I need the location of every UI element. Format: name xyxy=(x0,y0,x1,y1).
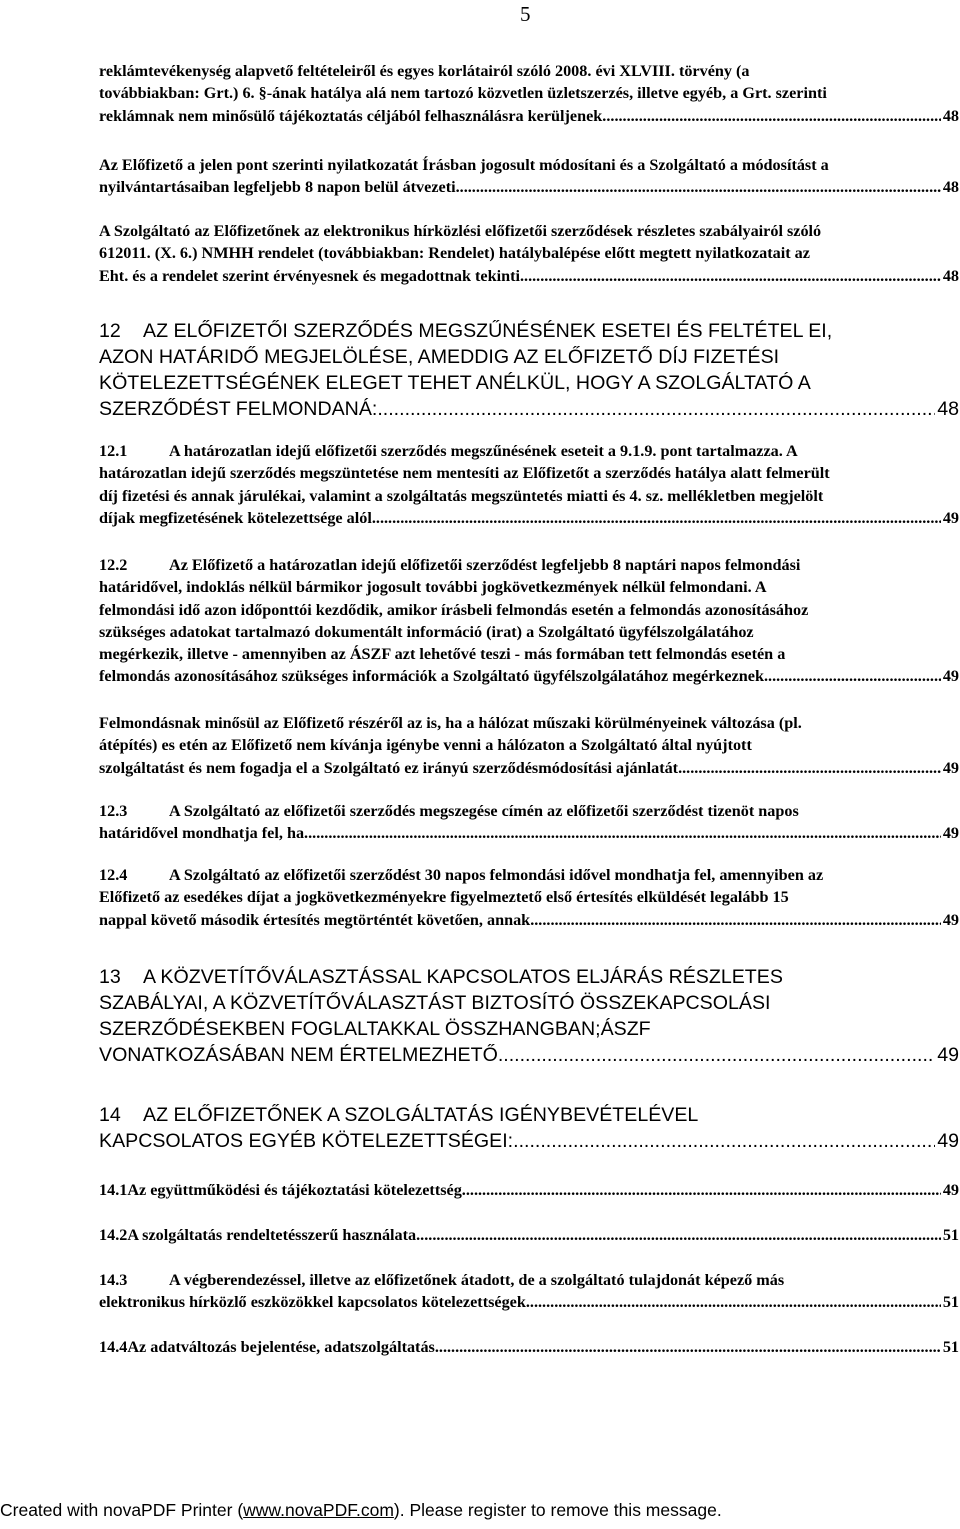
toc-page-number: 48 xyxy=(942,106,959,125)
toc-entry-text: reklámtevékenység alapvető feltételeiről és egyes korlátairól szóló 2008. évi XLVIII. törvény (a xyxy=(99,62,750,80)
leader-dots xyxy=(606,105,940,127)
toc-entry-text: A határozatlan idejű előfizetői szerződés megszűnésének eseteit a 9.1.9. pont tartalmazza. A xyxy=(169,442,798,460)
toc-page-number: 49 xyxy=(937,1130,959,1152)
toc-entry-text: Előfizető az esedékes díjat a jogkövetkezményekre figyelmeztető első értesítés elküldését legalább 15 xyxy=(99,888,789,907)
toc-heading-14[interactable] xyxy=(99,1102,959,1154)
toc-entry-text: Az együttműködési és tájékoztatási kötelezettség xyxy=(127,1181,462,1199)
toc-entry[interactable] xyxy=(99,554,959,688)
toc-entry-text: A végberendezéssel, illetve az előfizetőnek átadott, de a szolgáltató tulajdonát képező más xyxy=(169,1271,785,1289)
footer-suffix: ). Please register to remove this message. xyxy=(393,1500,722,1520)
toc-entry[interactable] xyxy=(99,440,959,529)
toc-entry-text: határidővel mondhatja fel, ha. xyxy=(99,824,309,843)
toc-entry-text: határidővel, indoklás nélkül bármikor jogosult további jogkövetkezmények nélkül felmondani. A xyxy=(99,578,767,597)
toc-entry-text: felmondás azonosításához szükséges információk a Szolgáltató ügyfélszolgálatához megérkeznek. xyxy=(99,667,769,686)
leader-dots xyxy=(526,1291,941,1313)
toc-entry[interactable] xyxy=(99,60,959,127)
toc-heading-text: KAPCSOLATOS EGYÉB KÖTELEZETTSÉGEI: xyxy=(99,1130,514,1152)
leader-dots xyxy=(460,176,941,198)
toc-entry-text: A szolgáltatás rendeltetésszerű használata xyxy=(127,1226,417,1244)
toc-entry-text: reklámnak nem minősülő tájékoztatás céljából felhasználásra kerüljenek. xyxy=(99,106,607,125)
toc-page-number: 49 xyxy=(937,1044,959,1066)
toc-entry-text: továbbiakban: Grt.) 6. §-ának hatálya alá nem tartozó közvetlen üzletszerzés, illetve egyéb, a Grt. szerinti xyxy=(99,84,827,103)
toc-entry-text: nyilvántartásaiban legfeljebb 8 napon belül átvezeti. xyxy=(99,178,460,197)
toc-heading-number: 13 xyxy=(99,966,121,988)
leader-dots xyxy=(534,909,941,931)
toc-page-number: 51 xyxy=(942,1293,959,1312)
toc-heading-text: AZ ELŐFIZETŐI SZERZŐDÉS MEGSZŰNÉSÉNEK ESETEI ÉS FELTÉTEL EI, xyxy=(143,320,833,342)
toc-entry-number: 12.2 xyxy=(99,556,128,574)
toc-entry-text: A Szolgáltató az előfizetői szerződést 30 napos felmondási idővel mondhatja fel, amennyiben az xyxy=(169,866,824,884)
toc-entry-number: 14.3 xyxy=(99,1271,128,1289)
leader-dots xyxy=(416,1224,941,1246)
leader-dots xyxy=(462,1179,941,1201)
toc-entry-text: A Szolgáltató az előfizetői szerződés megszegése címén az előfizetői szerződést tizenöt napos xyxy=(169,802,799,820)
toc-entry-text: szolgáltatást és nem fogadja el a Szolgáltató ez irányú szerződésmódosítási ajánlatát. xyxy=(99,758,683,777)
leader-dots xyxy=(524,265,941,287)
toc-page-number: 49 xyxy=(942,1181,959,1199)
toc-entry-text: Felmondásnak minősül az Előfizető részéről az is, ha a hálózat műszaki körülményeinek változása (pl. xyxy=(99,714,802,732)
toc-entry-number: 12.1 xyxy=(99,442,128,460)
footer-link[interactable]: www.novaPDF.com xyxy=(243,1500,394,1520)
toc-heading-text: SZERZŐDÉST FELMONDANÁ: xyxy=(99,398,378,420)
toc-page-number: 48 xyxy=(937,398,959,420)
leader-dots xyxy=(376,507,941,529)
leader-dots xyxy=(435,1336,941,1358)
toc-heading-12[interactable] xyxy=(99,318,959,422)
page-number: 5 xyxy=(520,2,531,26)
leader-dots xyxy=(377,396,935,422)
toc-entry-text: átépítés) es etén az Előfizető nem kívánja igénybe venni a hálózaton a Szolgáltató által nyújtott xyxy=(99,736,752,755)
toc-entry-text: felmondási idő azon időponttói kezdődik, amikor írásbeli felmondás esetén a felmondás azonosításához xyxy=(99,600,809,619)
leader-dots xyxy=(768,665,941,687)
toc-page-number: 49 xyxy=(942,667,959,686)
toc-page-number: 49 xyxy=(942,910,959,929)
toc-entry-text: szükséges adatokat tartalmazó dokumentált információ (irat) a Szolgáltató ügyfélszolgálatához xyxy=(99,622,754,641)
toc-entry-text: Az Előfizető a határozatlan idejű előfizetői szerződést legfeljebb 8 naptári napos felmondási xyxy=(169,556,801,574)
toc-entry[interactable] xyxy=(99,864,959,931)
toc-entry-text: nappal követő második értesítés megtörténtét követően, annak. xyxy=(99,910,535,929)
toc-entry-number: 12.3 xyxy=(99,802,128,820)
toc-entry-text: Az Előfizető a jelen pont szerinti nyilatkozatát Írásban jogosult módosítani és a Szolgáltató a módosítást a xyxy=(99,156,829,174)
toc-entry[interactable] xyxy=(99,154,959,199)
toc-entry-text: díj fizetési és annak járulékai, valamint a szolgáltatás megszüntetés miatti és 4. sz. mellékletben megjelölt xyxy=(99,486,824,505)
toc-page-number: 51 xyxy=(942,1226,959,1244)
leader-dots xyxy=(682,757,941,779)
leader-dots xyxy=(308,822,941,844)
leader-dots xyxy=(513,1128,935,1154)
footer-prefix: Created with novaPDF Printer ( xyxy=(0,1500,244,1520)
toc-entry[interactable] xyxy=(99,712,959,779)
toc-heading-text: VONATKOZÁSÁBAN NEM ÉRTELMEZHETŐ. xyxy=(99,1044,504,1066)
toc-heading-number: 12 xyxy=(99,320,121,342)
toc-entry-text: A Szolgáltató az Előfizetőnek az elektronikus hírközlési előfizetői szerződések részletes szabályairól szóló xyxy=(99,222,822,240)
toc-heading-13[interactable] xyxy=(99,964,959,1068)
toc-entry-number: 12.4 xyxy=(99,866,128,884)
toc-entry-text: díjak megfizetésének kötelezettsége alól. xyxy=(99,508,376,527)
leader-dots xyxy=(503,1042,935,1068)
watermark-footer xyxy=(0,1500,722,1521)
toc-entry[interactable] xyxy=(99,220,959,287)
toc-heading-number: 14 xyxy=(99,1104,121,1126)
toc-heading-text: A KÖZVETÍTŐVÁLASZTÁSSAL KAPCSOLATOS ELJÁRÁS RÉSZLETES xyxy=(143,966,783,988)
toc-entry-number: 14.1 xyxy=(99,1181,128,1199)
toc-entry-number: 14.4 xyxy=(99,1338,128,1356)
toc-entry[interactable] xyxy=(99,800,959,845)
toc-entry-number: 14.2 xyxy=(99,1226,128,1244)
toc-entry-text: Eht. és a rendelet szerint érvényesnek és megadottnak tekinti. xyxy=(99,266,525,285)
toc-entry[interactable] xyxy=(99,1269,959,1314)
toc-entry-text: megérkezik, illetve - amennyiben az ÁSZF azt lehetővé teszi - más formában tett felmondás esetén a xyxy=(99,645,786,664)
toc-entry-text: határozatlan idejű szerződés megszüntetése nem mentesíti az Előfizetőt a szerződés hatálya alatt felmerült xyxy=(99,464,830,483)
toc-page-number: 49 xyxy=(942,824,959,843)
toc-heading-text: SZABÁLYAI, A KÖZVETÍTŐVÁLASZTÁST BIZTOSÍTÓ ÖSSZEKAPCSOLÁSI xyxy=(99,992,771,1014)
toc-entry[interactable] xyxy=(99,1336,959,1358)
toc-entry-text: 612011. (X. 6.) NMHH rendelet (továbbiakban: Rendelet) hatálybalépése előtt megtett nyilatkozatait az xyxy=(99,244,810,263)
toc-heading-text: SZERZŐDÉSEKBEN FOGLALTAKKAL ÖSSZHANGBAN;ÁSZF xyxy=(99,1018,651,1040)
toc-page-number: 49 xyxy=(942,758,959,777)
toc-entry-text: Az adatváltozás bejelentése, adatszolgáltatás xyxy=(127,1338,435,1356)
toc-heading-text: KÖTELEZETTSÉGÉNEK ELEGET TEHET ANÉLKÜL, HOGY A SZOLGÁLTATÓ A xyxy=(99,372,811,394)
toc-page-number: 48 xyxy=(942,178,959,197)
toc-page-number: 48 xyxy=(942,266,959,285)
toc-page-number: 51 xyxy=(942,1338,959,1356)
toc-page-number: 49 xyxy=(942,508,959,527)
toc-heading-text: AZON HATÁRIDŐ MEGJELÖLÉSE, AMEDDIG AZ ELŐFIZETŐ DÍJ FIZETÉSI xyxy=(99,346,780,368)
toc-entry-text: elektronikus hírközlő eszközökkel kapcsolatos kötelezettségek xyxy=(99,1293,526,1312)
toc-entry[interactable] xyxy=(99,1224,959,1246)
toc-heading-text: AZ ELŐFIZETŐNEK A SZOLGÁLTATÁS IGÉNYBEVÉTELÉVEL xyxy=(143,1104,699,1126)
toc-entry[interactable] xyxy=(99,1179,959,1201)
